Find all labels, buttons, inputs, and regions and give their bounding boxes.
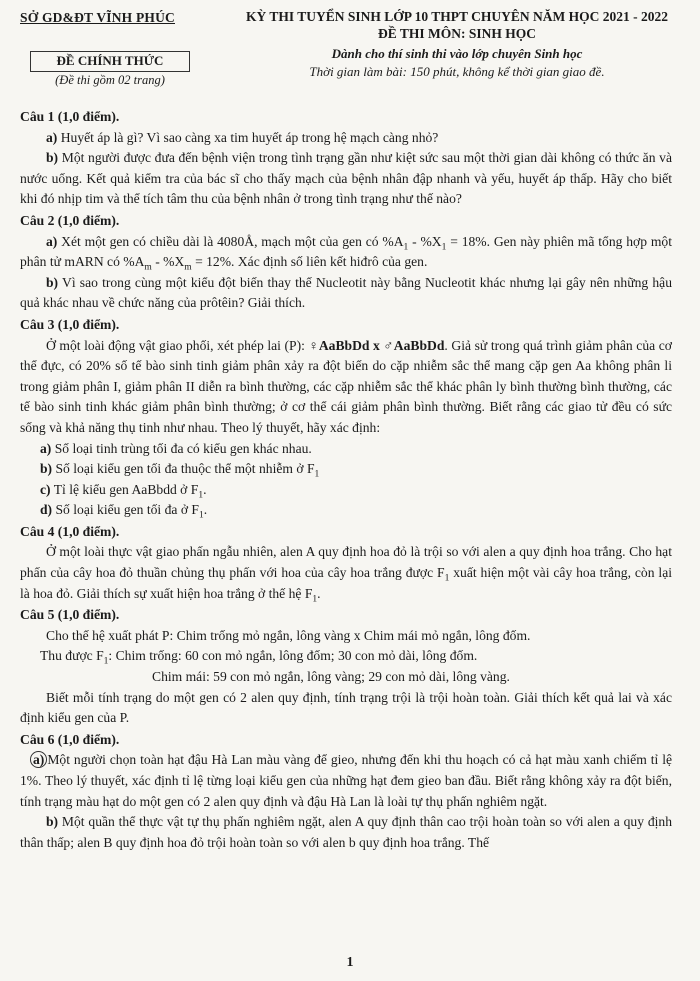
q3c-text: Tỉ lệ kiểu gen AaBbdd ở F [50,481,199,497]
header-right [222,8,692,81]
q3c-sub: 1 [198,490,204,501]
q4-sub-2: 1 [312,594,318,605]
q3-intro-2: . Giả sử trong quá trình giảm phân của cơ thể đực, có 20% số tế bào sinh tinh giảm phân xảy ra đột biến do cặp nhiễm sắc thể mang cặp gen Aa không phân li trong giảm phân I, giảm phân II diễn ra bình thường, các cặp nhiễm sắc thể khác phân ly bình thường bình thường, các tế bào sinh tinh khác giảm phân bình thường; ở cơ thể cái giảm phân bình thường. Biết rằng các giao tử đều có sức sống và khả năng thụ tinh như nhau. Theo lý thuyết, hãy xác định: [20,337,672,435]
exam-subject: ĐỀ THI MÔN: SINH HỌC [377,26,537,41]
q5-result-line-1: : Chim trống: 60 con mỏ ngắn, lông đốm; 30 con mỏ dài, lông đốm. [108,648,478,664]
q3d-text: Số loại kiểu gen tối đa ở F [52,502,199,518]
question-2a [20,232,672,273]
q2a-sub-4: m [184,262,192,273]
question-4-title: Câu 4 (1,0 điểm). [20,523,120,539]
q1a-text: Huyết áp là gì? Vì sao càng xa tim huyết áp trong hệ mạch càng nhỏ? [57,129,439,145]
question-1b [20,148,672,210]
page-number: 1 [346,955,354,970]
q6a-text: Một người chọn toàn hạt đậu Hà Lan màu vàng để gieo, nhưng đến khi thu hoạch có cả hạt màu xanh chiếm tỉ lệ 1%. Theo lý thuyết, xác định tỉ lệ từng loại kiểu gen của những hạt đem gieo ban đầu. Biết rằng không xảy ra đột biến, tính trạng màu hạt do một gen có 2 alen quy định và đậu Hà Lan là loài tự thụ phấn nghiêm ngặt. [20,752,672,809]
question-5-result-1 [20,646,672,667]
q3-cross: ♀AaBbDd x ♂AaBbDd [308,337,445,353]
q2a-sub-3: m [144,262,152,273]
q3c-label: c) [40,481,51,497]
q1a-label: a) [46,129,58,145]
q3b-sub: 1 [314,469,320,480]
pages-note: (Đề thi gồm 02 trang) [55,72,165,87]
question-6a [20,750,672,812]
question-3b [20,459,672,480]
q2b-text: Vì sao trong cùng một kiểu đột biến thay thế Nucleotit này bằng Nucleotit khác nhưng lại gây nên những hậu quả khác nhau về chức năng của prôtêin? Giải thích. [20,274,672,311]
q6a-label: a) [30,751,47,768]
question-4-text [20,542,672,604]
question-3d [20,500,672,521]
q2a-sub-2: 1 [441,242,447,253]
q3-intro-1: Ở một loài động vật giao phối, xét phép lai (P): [46,337,309,353]
q3b-text: Số loại kiểu gen tối đa thuộc thể một nhiễm ở F [52,461,315,477]
q2a-text-5: = 12%. Xác định số liên kết hiđrô của gen. [191,254,428,270]
q5-result-pre: Thu được F [40,648,104,664]
q3d-end: . [203,502,208,518]
question-3-title: Câu 3 (1,0 điểm). [20,316,120,332]
department-name: SỞ GD&ĐT VĨNH PHÚC [20,10,175,25]
question-1-title: Câu 1 (1,0 điểm). [20,109,120,124]
q3a-text: Số loại tinh trùng tối đa có kiểu gen khác nhau. [51,440,312,456]
header-left [20,8,220,88]
q3d-sub: 1 [198,511,204,521]
question-5-note: Biết mỗi tính trạng do một gen có 2 alen quy định, tính trạng trội là trội hoàn toàn. Giải thích kết quả lai và xác định kiểu gen của P. [20,689,672,726]
q2a-text-3: = 18%. Gen này phiên mã tổng hợp một phân tử mARN có %A [20,233,673,270]
q2a-label: a) [46,233,58,249]
exam-time: Thời gian làm bài: 150 phút, không kể thời gian giao đề. [309,64,605,79]
question-3a [20,439,672,460]
q2b-label: b) [46,274,59,290]
q6b-label: b) [46,814,59,830]
question-5-title: Câu 5 (1,0 điểm). [20,607,120,623]
q2a-sub-1: 1 [403,242,409,253]
question-5-result-2: Chim mái: 59 con mỏ ngắn, lông vàng; 29 con mỏ dài, lông vàng. [152,669,510,685]
q3d-label: d) [40,502,53,518]
q4-text-3: . [317,585,321,601]
q2a-text-4: - %X [151,254,185,270]
question-1a [20,128,672,149]
q1b-label: b) [46,150,59,166]
exam-target: Dành cho thí sinh thi vào lớp chuyên Sinh học [331,46,583,61]
question-3-intro [20,336,672,439]
q2a-text-2: - %X [408,233,442,249]
exam-content [20,106,672,853]
q4-text-2: xuất hiện một vài cây hoa trắng, còn lại là hoa đỏ. Giải thích sự xuất hiện hoa trắng ở thế hệ F [20,565,673,601]
q6b-text: Một quần thể thực vật tự thụ phấn nghiêm ngặt, alen A quy định thân cao trội hoàn toàn so với alen a quy định thân thấp; alen B quy định hoa đỏ trội hoàn toàn so với alen b quy định hoa trắng. Thế [20,814,672,850]
q4-sub-1: 1 [444,573,450,584]
q3a-label: a) [40,440,52,456]
q3c-end: . [203,481,207,497]
q4-text-1: Ở một loài thực vật giao phấn ngẫu nhiên, alen A quy định hoa đỏ là trội so với alen a quy định hoa trắng. Cho hạt phấn của cây hoa đỏ thuần chủng thụ phấn với hoa của cây hoa trắng được F [20,544,672,581]
question-5-cross: Cho thế hệ xuất phát P: Chim trống mỏ ngắn, lông vàng x Chim mái mỏ ngắn, lông đốm. [46,627,531,643]
question-2b [20,273,672,314]
q5-result-sub: 1 [103,657,109,668]
q1b-text: Một người được đưa đến bệnh viện trong tình trạng gần như kiệt sức sau một thời gian dài không có thức ăn và nước uống. Kết quả kiểm tra của bác sĩ cho thấy mạch của bệnh nhân đập nhanh và yếu, huyết áp thấp. Hãy cho biết khi đó nhịp tim và thể tích tâm thu của bệnh nhân ở trong tình trạng như thế nào? [20,150,672,207]
q2a-text-1: Xét một gen có chiều dài là 4080Å, mạch một của gen có %A [57,233,404,249]
question-3c [20,480,672,501]
q3b-label: b) [40,461,53,477]
exam-title: KỲ THI TUYỂN SINH LỚP 10 THPT CHUYÊN NĂM HỌC 2021 - 2022 [245,9,669,24]
question-6-title: Câu 6 (1,0 điểm). [20,731,120,747]
question-2-title: Câu 2 (1,0 điểm). [20,212,120,228]
question-6b [20,812,672,853]
official-badge: ĐỀ CHÍNH THỨC [30,51,190,72]
